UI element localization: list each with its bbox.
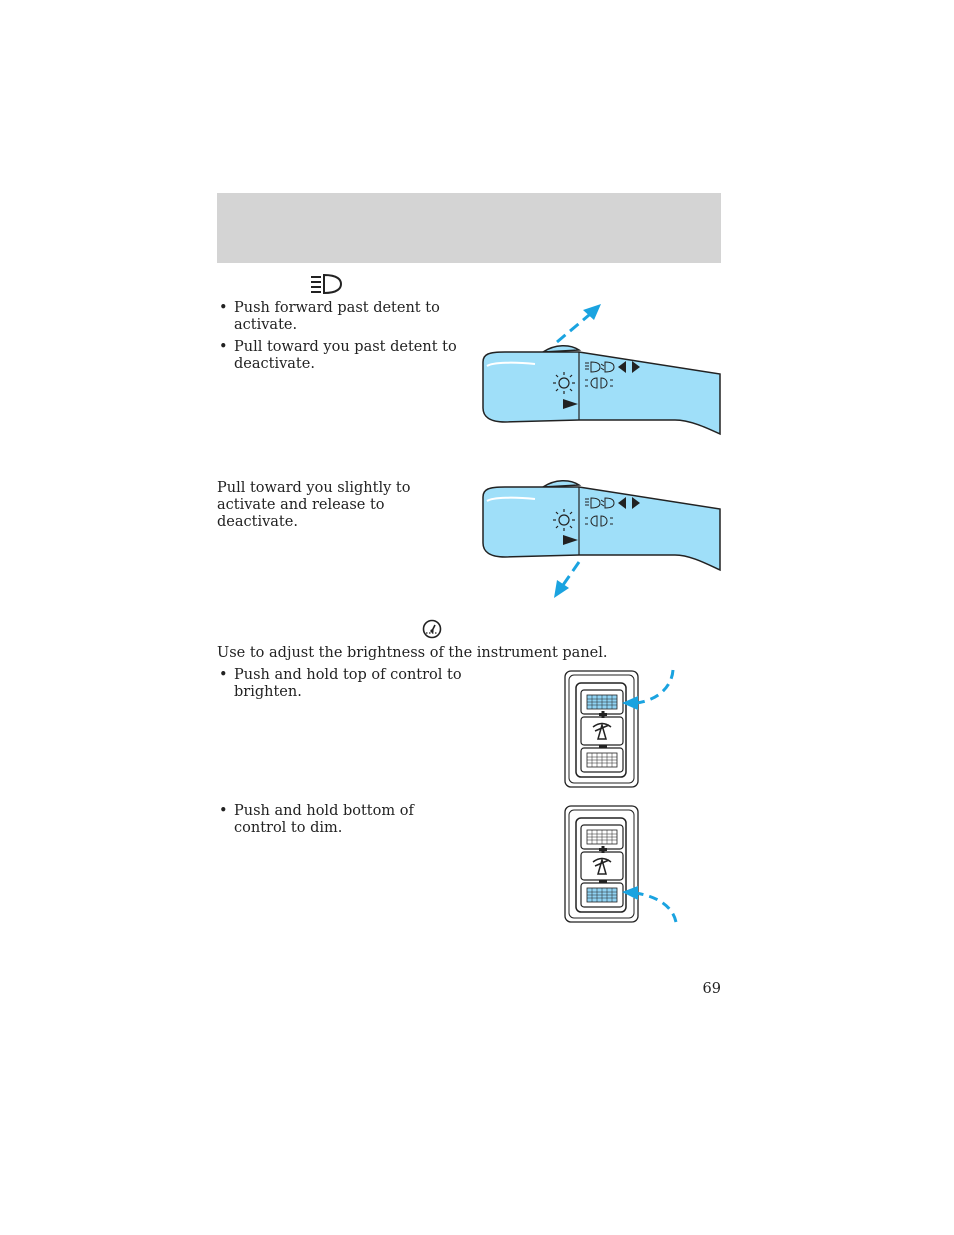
dimmer-intro-text: Use to adjust the brightness of the instrument panel. <box>217 645 608 661</box>
section-header-band <box>217 193 721 263</box>
panel-dimmer-icon <box>421 618 443 640</box>
bullet-brighten: • Push and hold top of control to brighten. <box>217 667 467 701</box>
high-beam-icon <box>308 273 344 295</box>
bullet-deactivate: • Pull toward you past detent to deactivate. <box>217 339 467 373</box>
dimmer-dim-instructions <box>217 803 467 842</box>
flash-to-pass-text: Pull toward you slightly to activate and release to deactivate. <box>217 480 411 530</box>
bullet-dim: • Push and hold bottom of control to dim. <box>217 803 467 837</box>
brighten-arrow <box>636 670 673 703</box>
dimmer-switch-brighten-figure <box>560 665 685 795</box>
stalk-pull-toward-figure <box>475 478 725 603</box>
dim-arrow <box>636 893 676 922</box>
dimmer-switch-dim-figure <box>560 800 685 930</box>
high-beam-instructions <box>217 300 467 378</box>
bullet-activate: • Push forward past detent to activate. <box>217 300 467 334</box>
stalk-push-forward-figure <box>475 298 725 438</box>
page-number: 69 <box>702 981 721 997</box>
dimmer-brighten-instructions <box>217 667 467 706</box>
pull-toward-arrow <box>561 562 579 588</box>
